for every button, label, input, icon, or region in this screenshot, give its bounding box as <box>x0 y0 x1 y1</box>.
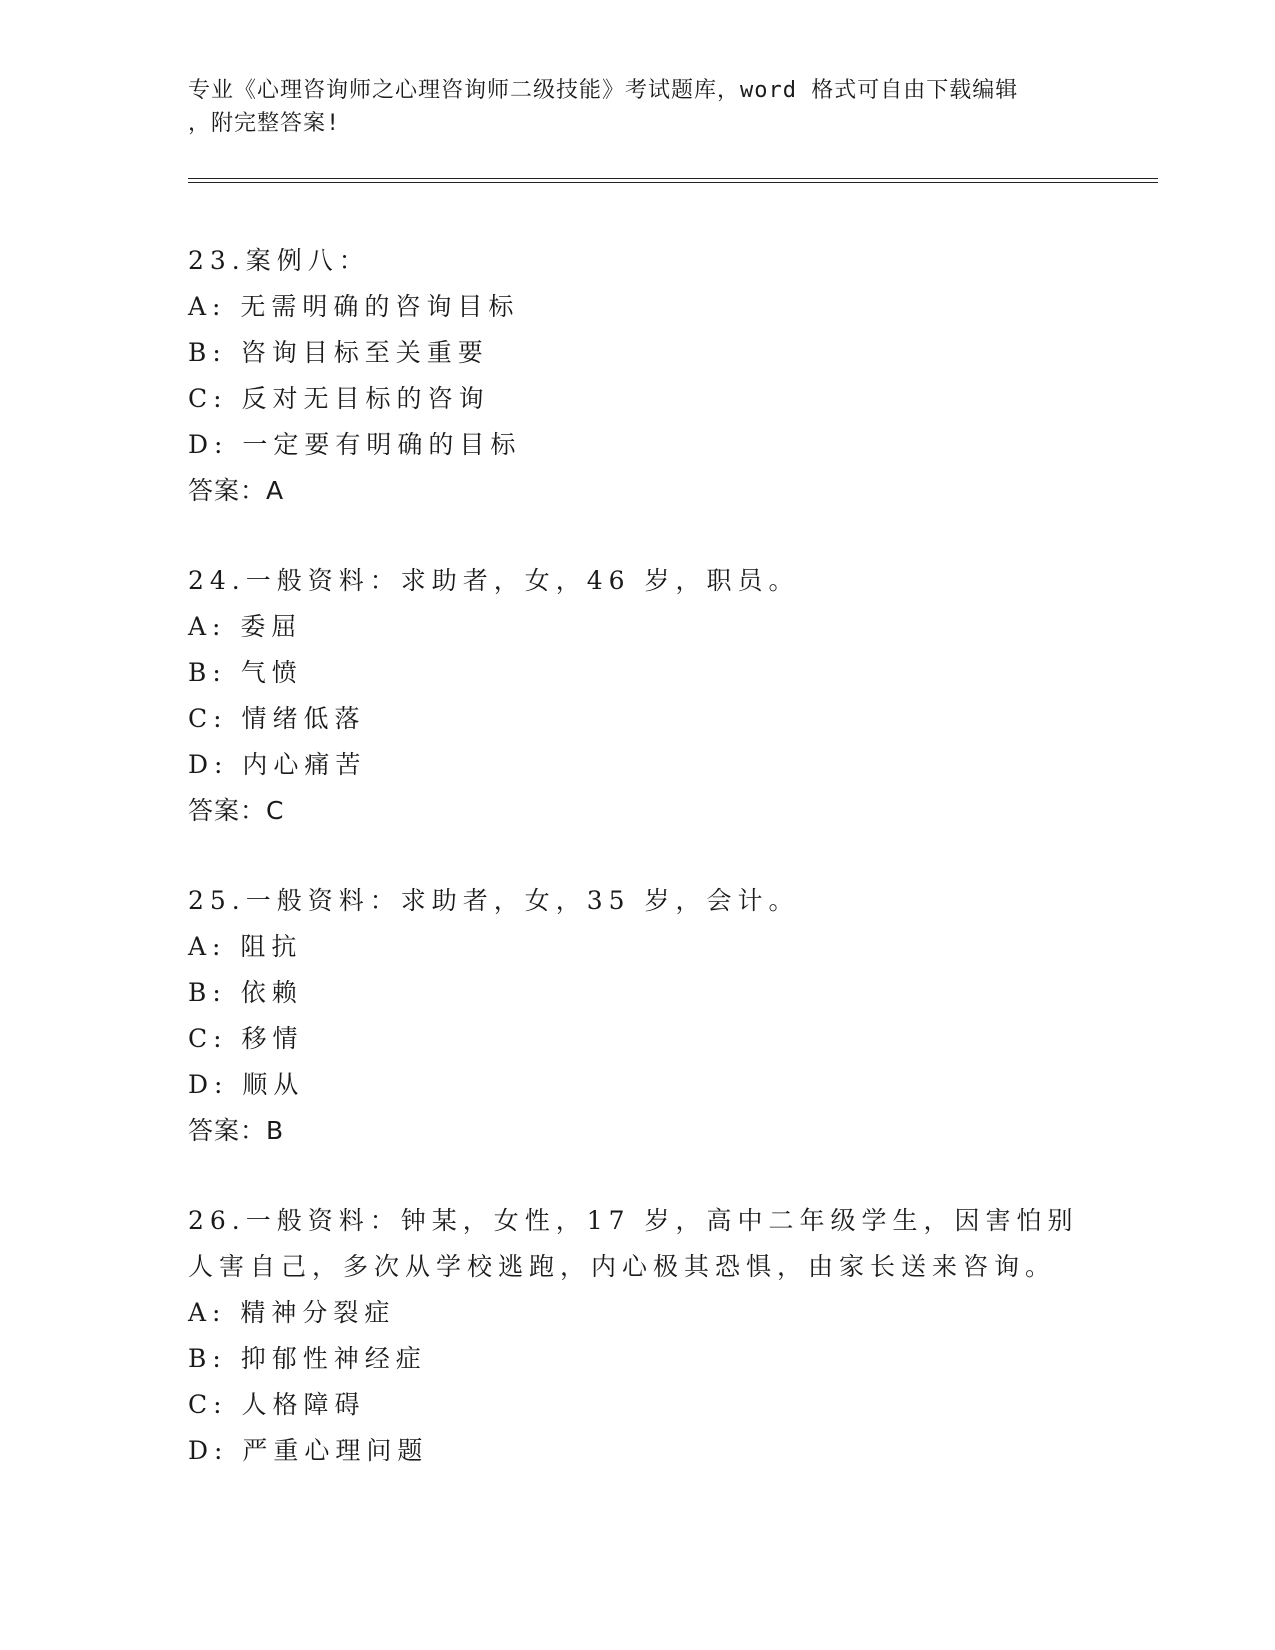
option-c: C: 移情 <box>188 1024 304 1053</box>
option-a: A: 阻抗 <box>188 932 303 961</box>
header-line-2: ，附完整答案! <box>188 111 341 136</box>
question-stem: 23.案例八： <box>188 246 370 275</box>
option-b: B: 气愤 <box>188 658 303 687</box>
option-b: B: 依赖 <box>188 978 303 1007</box>
question-list <box>188 238 1088 1518</box>
question-25 <box>188 878 1088 1154</box>
option-d: D: 一定要有明确的目标 <box>188 430 522 459</box>
question-24 <box>188 558 1088 834</box>
option-a: A: 精神分裂症 <box>188 1298 396 1327</box>
answer-line: 答案：C <box>188 796 285 825</box>
option-d: D: 内心痛苦 <box>188 750 367 779</box>
option-b: B: 抑郁性神经症 <box>188 1344 427 1373</box>
question-stem: 26.一般资料：钟某，女性，17 岁，高中二年级学生，因害怕别人害自己，多次从学校逃跑，内心极其恐惧，由家长送来咨询。 <box>188 1206 1079 1281</box>
option-c: C: 情绪低落 <box>188 704 366 733</box>
question-stem: 25.一般资料：求助者，女，35 岁，会计。 <box>188 886 800 915</box>
question-23 <box>188 238 1088 514</box>
question-stem: 24.一般资料：求助者，女，46 岁，职员。 <box>188 566 800 595</box>
option-d: D: 严重心理问题 <box>188 1436 429 1465</box>
option-b: B: 咨询目标至关重要 <box>188 338 489 367</box>
answer-line: 答案：A <box>188 476 285 505</box>
option-c: C: 反对无目标的咨询 <box>188 384 490 413</box>
option-c: C: 人格障碍 <box>188 1390 366 1419</box>
option-a: A: 委屈 <box>188 612 303 641</box>
header-line-1: 专业《心理咨询师之心理咨询师二级技能》考试题库，word 格式可自由下载编辑 <box>188 78 1019 103</box>
question-26 <box>188 1198 1088 1474</box>
option-a: A: 无需明确的咨询目标 <box>188 292 520 321</box>
document-header <box>188 74 1088 140</box>
option-d: D: 顺从 <box>188 1070 305 1099</box>
answer-line: 答案：B <box>188 1116 285 1145</box>
header-divider <box>188 178 1158 183</box>
